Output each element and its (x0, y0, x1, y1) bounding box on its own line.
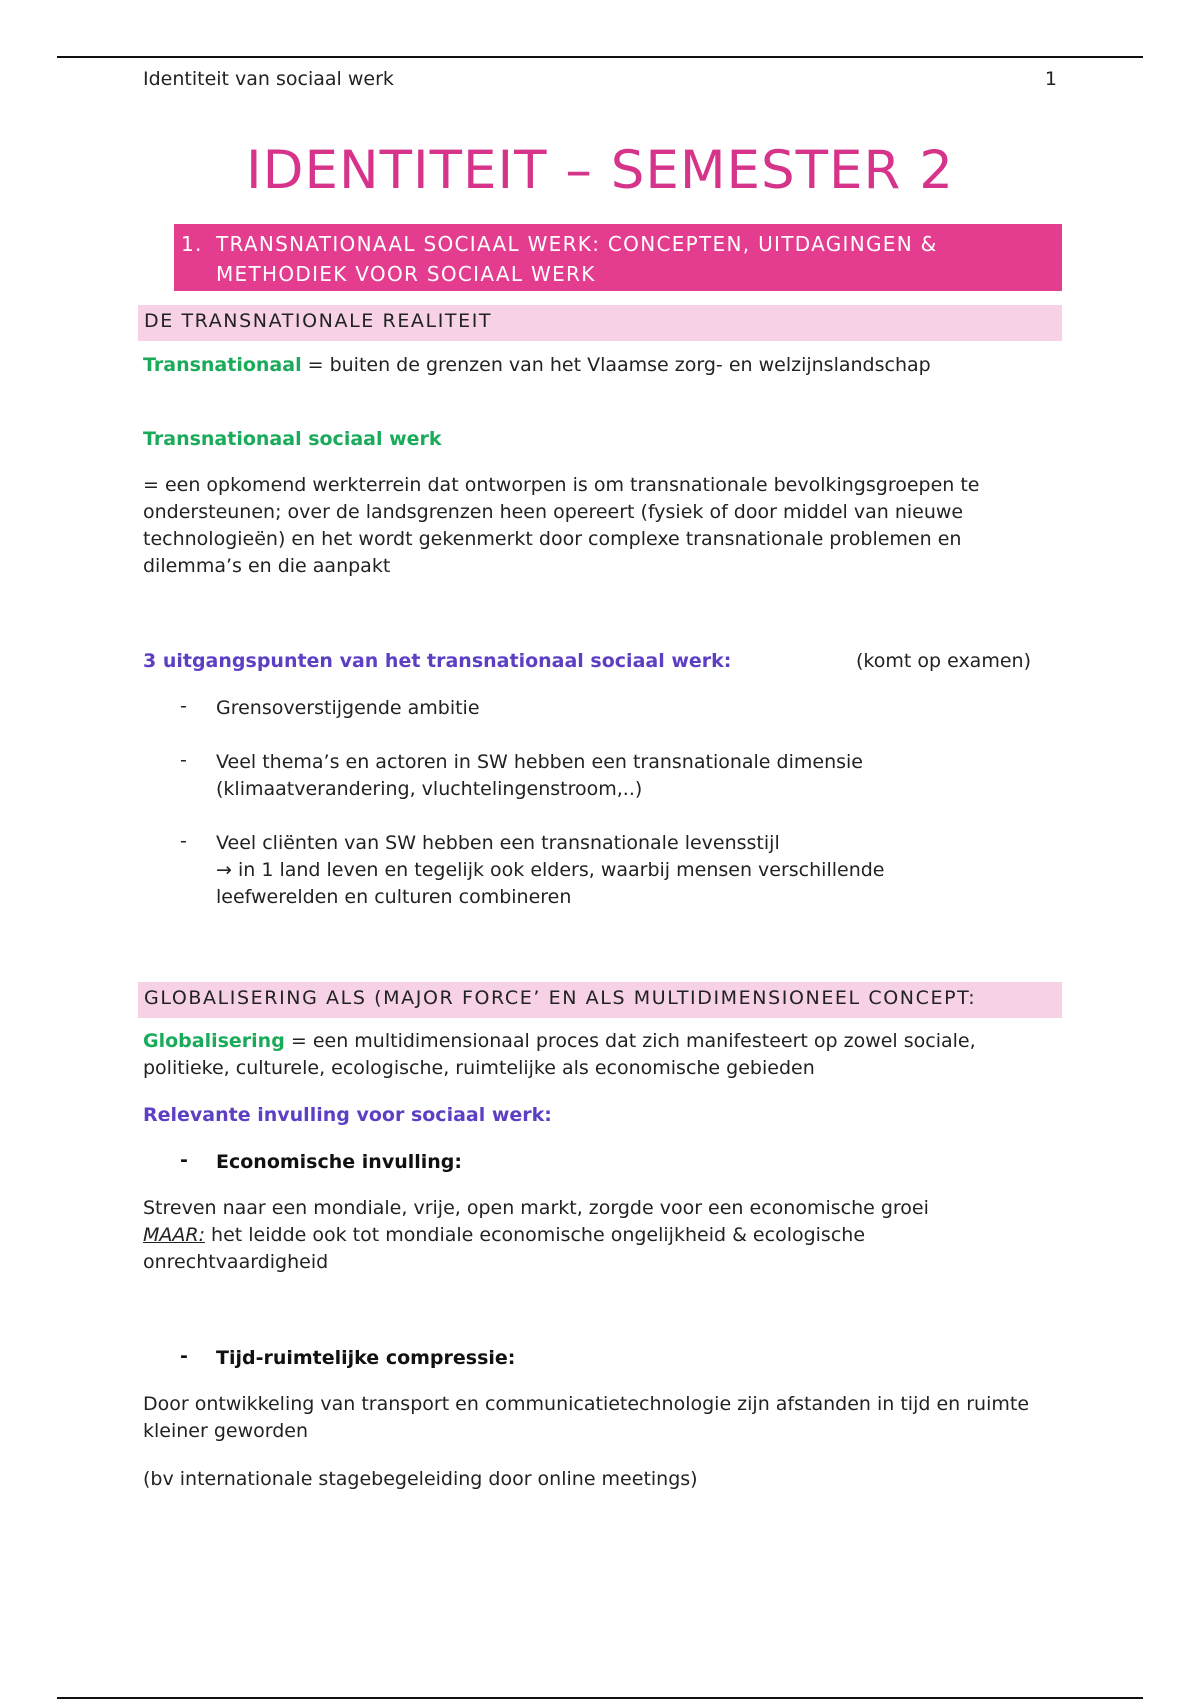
heading-transnationaal-sociaal-werk: Transnationaal sociaal werk (143, 428, 442, 450)
section-heading-line-1: TRANSNATIONAAL SOCIAAL WERK: CONCEPTEN, UITDAGINGEN & (216, 232, 938, 256)
paragraph-tijd-ruimtelijke-compressie: Door ontwikkeling van transport en communicatietechnologie zijn afstanden in tijd en ruimte kleiner geworden (143, 1393, 1030, 1442)
document-title: IDENTITEIT – SEMESTER 2 (246, 140, 954, 201)
exam-note: (komt op examen) (856, 650, 1031, 672)
term-globalisering: Globalisering (143, 1030, 285, 1052)
list-bullet: - (180, 1149, 188, 1171)
maar-label: MAAR: (143, 1224, 205, 1246)
list-bullet: - (180, 749, 187, 771)
paragraph-example: (bv internationale stagebegeleiding door online meetings) (143, 1468, 698, 1490)
section-heading-text (216, 229, 1046, 289)
definition-transnationaal (143, 352, 1063, 379)
list-item-arrow-text: → in 1 land leven en tegelijk ook elders, waarbij mensen verschillende leefwerelden en culturen combineren (216, 859, 885, 908)
list-item-text: Veel cliënten van SW hebben een transnationale levensstijl (216, 832, 780, 854)
list-bullet: - (180, 1345, 188, 1367)
section-number: 1. (181, 232, 203, 256)
section-heading-1 (174, 224, 1062, 291)
page-header (143, 68, 1057, 90)
heading-economische-invulling: Economische invulling: (216, 1151, 462, 1173)
paragraph-economische-invulling (143, 1195, 1023, 1276)
econ-text-line-2: het leidde ook tot mondiale economische ongelijkheid & ecologische onrechtvaardigheid (143, 1224, 866, 1273)
paragraph-tsw-definition: = een opkomend werkterrein dat ontworpen is om transnationale bevolkingsgroepen te ondersteunen; over de landsgrenzen heen opereert (fysiek of door middel van nieuwe technologieën) en het wordt gekenmerkt door complexe transnationale problemen en dilemma’s en die aanpakt (143, 474, 980, 577)
header-title: Identiteit van sociaal werk (143, 68, 394, 90)
subheading-globalisering: GLOBALISERING ALS (MAJOR FORCE’ EN ALS MULTIDIMENSIONEEL CONCEPT: (138, 982, 1062, 1018)
list-item: Grensoverstijgende ambitie (216, 697, 480, 719)
definition-globalisering (143, 1028, 1058, 1082)
heading-tijd-ruimtelijke-compressie: Tijd-ruimtelijke compressie: (216, 1347, 516, 1369)
definition-text: = een multidimensionaal proces dat zich manifesteert op zowel sociale, politieke, culturele, ecologische, ruimtelijke als economische gebieden (143, 1030, 976, 1079)
list-bullet: - (180, 830, 187, 852)
list-bullet: - (180, 695, 187, 717)
page-number: 1 (1044, 68, 1057, 90)
bottom-rule (57, 1697, 1143, 1699)
list-item (216, 830, 1046, 911)
list-item: Veel thema’s en actoren in SW hebben een transnationale dimensie (klimaatverandering, vluchtelingenstroom,..) (216, 751, 863, 800)
term-transnationaal: Transnationaal (143, 354, 302, 376)
section-heading-line-2: METHODIEK VOOR SOCIAAL WERK (216, 262, 596, 286)
econ-text-line-1: Streven naar een mondiale, vrije, open markt, zorgde voor een economische groei (143, 1197, 929, 1219)
heading-uitgangspunten: 3 uitgangspunten van het transnationaal sociaal werk: (143, 650, 732, 672)
top-rule (57, 56, 1143, 58)
definition-text: = buiten de grenzen van het Vlaamse zorg- en welzijnslandschap (301, 354, 931, 376)
econ-text-rest (143, 1222, 1023, 1276)
subheading-transnationale-realiteit: DE TRANSNATIONALE REALITEIT (138, 305, 1062, 341)
heading-relevante-invulling: Relevante invulling voor sociaal werk: (143, 1104, 552, 1126)
